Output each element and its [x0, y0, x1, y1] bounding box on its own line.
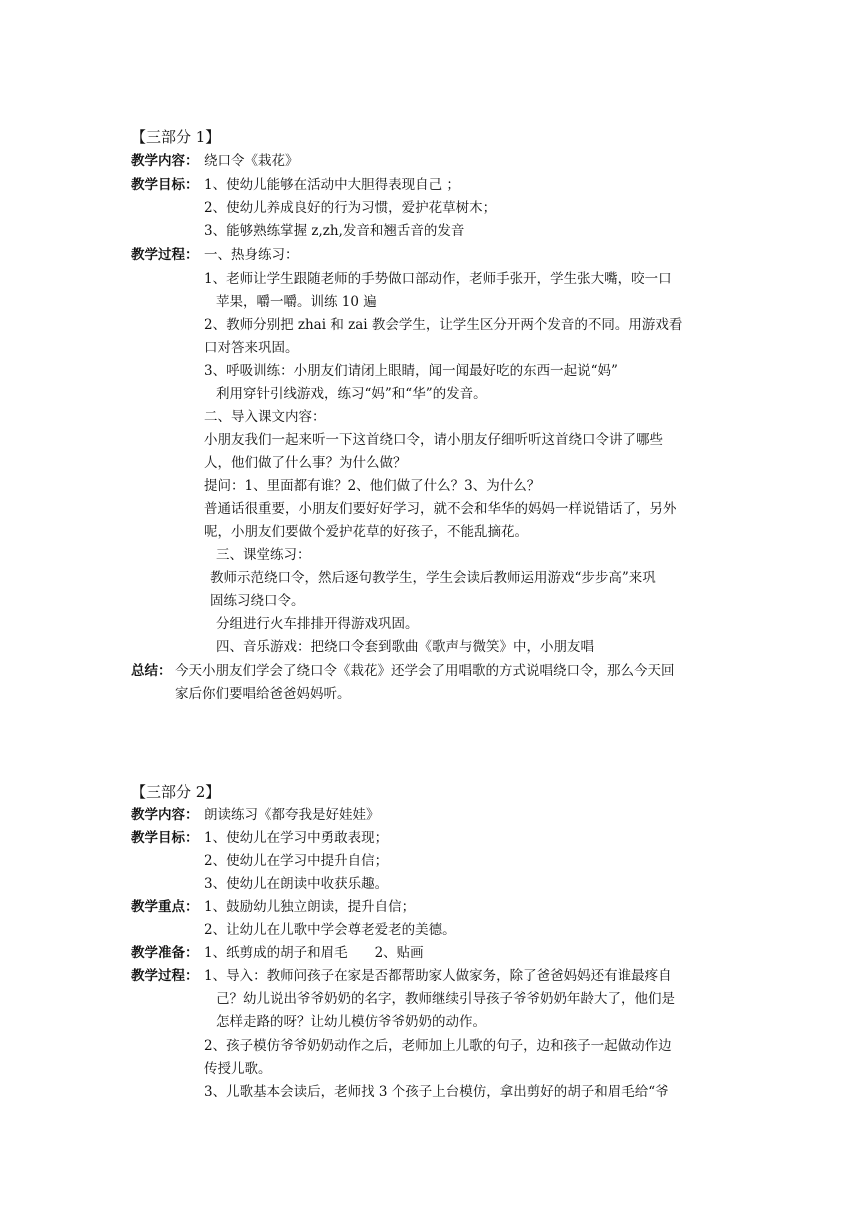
- section1-goals-label: 教学目标：: [131, 177, 199, 193]
- section1-summary-label: 总结：: [131, 663, 172, 679]
- section2-process-line: 己？幼儿说出爷爷奶奶的名字，教师继续引导孩子爷爷奶奶年龄大了，他们是: [216, 991, 675, 1007]
- section1-process-label: 教学过程：: [131, 247, 199, 263]
- section1-process-line: 四、音乐游戏：把绕口令套到歌曲《歌声与微笑》中，小朋友唱: [216, 639, 594, 655]
- section1-process-line: 固练习绕口令。: [210, 593, 305, 609]
- section2-keypoint: 1、鼓励幼儿独立朗读，提升自信；: [204, 899, 416, 915]
- section1-goal: 3、能够熟练掌握 z,zh,发音和翘舌音的发音: [204, 223, 465, 239]
- section1-process-line: 三、课堂练习：: [216, 547, 311, 563]
- section2-keypoint: 2、让幼儿在儿歌中学会尊老爱老的美德。: [204, 922, 456, 938]
- section1-process-line: 2、教师分别把 zhai 和 zai 教会学生，让学生区分开两个发音的不同。用游戏看: [204, 317, 683, 333]
- section1-process-line: 利用穿针引线游戏，练习“妈”和“华”的发音。: [216, 386, 487, 402]
- section1-content-label: 教学内容：: [131, 153, 199, 169]
- section2-process-line: 怎样走路的呀？让幼儿模仿爷爷奶奶的动作。: [216, 1014, 486, 1030]
- section2-process-line: 1、导入：教师问孩子在家是否都帮助家人做家务，除了爸爸妈妈还有谁最疼自: [204, 968, 672, 984]
- section1-goal: 2、使幼儿养成良好的行为习惯，爱护花草树木；: [204, 200, 497, 216]
- section1-process-line: 教师示范绕口令，然后逐句教学生，学生会读后教师运用游戏“步步高”来巩: [210, 570, 656, 586]
- section1-process-line: 1、老师让学生跟随老师的手势做口部动作，老师手张开，学生张大嘴，咬一口: [204, 271, 672, 287]
- section2-prep-label: 教学准备：: [131, 945, 199, 961]
- section2-content-label: 教学内容：: [131, 807, 199, 823]
- section2-process-line: 2、孩子模仿爷爷奶奶动作之后，老师加上儿歌的句子，边和孩子一起做动作边: [204, 1038, 672, 1054]
- section2-keypoints-label: 教学重点：: [131, 899, 199, 915]
- section1-process-line: 提问：1、里面都有谁？2、他们做了什么？3、为什么？: [204, 478, 541, 494]
- section1-process-line: 呢，小朋友们要做个爱护花草的好孩子，不能乱摘花。: [204, 524, 528, 540]
- section2-goal: 2、使幼儿在学习中提升自信；: [204, 853, 389, 869]
- section1-process-line: 苹果，嚼一嚼。训练 10 遍: [216, 294, 377, 310]
- section1-process-line: 一、热身练习：: [204, 247, 299, 263]
- section2-goal: 3、使幼儿在朗读中收获乐趣。: [204, 876, 389, 892]
- section2-prep: 1、纸剪成的胡子和眉毛 2、贴画: [204, 945, 424, 961]
- section1-process-line: 口对答来巩固。: [204, 340, 299, 356]
- section1-summary-line: 家后你们要唱给爸爸妈妈听。: [175, 686, 351, 702]
- section1-process-line: 3、呼吸训练：小朋友们请闭上眼睛，闻一闻最好吃的东西一起说“妈”: [204, 363, 618, 379]
- section1-goal: 1、使幼儿能够在活动中大胆得表现自己 ；: [204, 177, 460, 193]
- section1-process-line: 普通话很重要，小朋友们要好好学习，就不会和华华的妈妈一样说错话了，另外: [204, 501, 677, 517]
- section2-process-line: 3、儿歌基本会读后，老师找 3 个孩子上台模仿，拿出剪好的胡子和眉毛给“爷: [204, 1084, 669, 1100]
- section2-goals-label: 教学目标：: [131, 830, 199, 846]
- section2-goal: 1、使幼儿在学习中勇敢表现；: [204, 830, 389, 846]
- section1-process-line: 小朋友我们一起来听一下这首绕口令，请小朋友仔细听听这首绕口令讲了哪些: [204, 432, 663, 448]
- section1-process-line: 人，他们做了什么事？为什么做？: [204, 455, 407, 471]
- section1-content: 绕口令《栽花》: [204, 153, 299, 169]
- section1-title: 【三部分 1】: [131, 128, 221, 146]
- section1-summary-line: 今天小朋友们学会了绕口令《栽花》还学会了用唱歌的方式说唱绕口令，那么今天回: [175, 663, 675, 679]
- section2-title: 【三部分 2】: [131, 783, 221, 801]
- section2-content: 朗读练习《都夸我是好娃娃》: [204, 807, 380, 823]
- section2-process-line: 传授儿歌。: [204, 1061, 272, 1077]
- section1-process-line: 二、导入课文内容：: [204, 409, 326, 425]
- section1-process-line: 分组进行火车排排开得游戏巩固。: [216, 616, 419, 632]
- section2-process-label: 教学过程：: [131, 968, 199, 984]
